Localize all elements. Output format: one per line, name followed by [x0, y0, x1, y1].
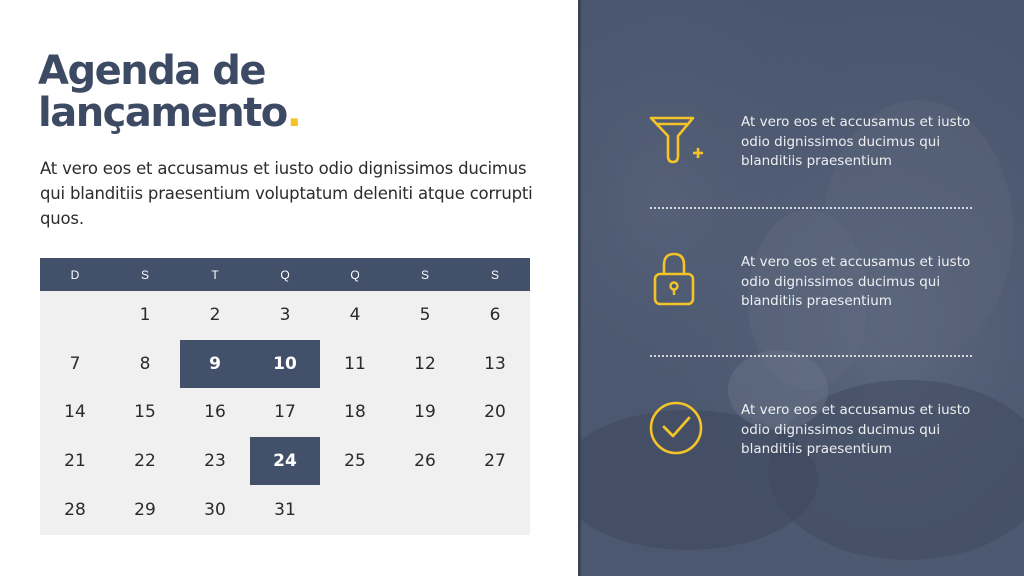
calendar-day[interactable]: 2 [209, 305, 221, 326]
calendar-day[interactable]: 1 [139, 305, 151, 326]
calendar-weekday: S [140, 267, 149, 282]
calendar-weekday: S [490, 267, 499, 282]
calendar-weekday-header [40, 258, 530, 291]
calendar-day[interactable]: 5 [419, 305, 431, 326]
calendar-day[interactable]: 15 [134, 402, 156, 423]
padlock-icon [649, 250, 705, 306]
calendar-day[interactable]: 27 [484, 451, 506, 472]
calendar-weekday: Q [280, 267, 290, 282]
calendar-day[interactable]: 16 [204, 402, 226, 423]
calendar-day[interactable]: 29 [134, 499, 156, 520]
page-subtitle: At vero eos et accusamus et iusto odio dignissimos ducimus qui blanditiis praesentium voluptatum deleniti atque corrupti quos. [40, 159, 533, 228]
calendar-day[interactable]: 21 [64, 451, 86, 472]
calendar-day-empty [460, 485, 530, 534]
calendar-day[interactable]: 6 [489, 305, 501, 326]
calendar-day[interactable]: 31 [274, 499, 296, 520]
calendar-day[interactable]: 25 [344, 451, 366, 472]
calendar-weekday: D [70, 267, 80, 282]
calendar-day[interactable]: 20 [484, 402, 506, 423]
calendar-weekday: T [211, 267, 219, 282]
calendar [40, 258, 530, 535]
title-line-1: Agenda de [38, 48, 266, 94]
panel-divider [578, 0, 581, 576]
calendar-day[interactable]: 17 [274, 402, 296, 423]
calendar-day[interactable]: 19 [414, 402, 436, 423]
calendar-day-empty [390, 485, 460, 534]
calendar-weekday: S [420, 267, 429, 282]
funnel-plus-icon [647, 112, 703, 168]
calendar-day[interactable]: 3 [279, 305, 291, 326]
calendar-day[interactable]: 8 [139, 353, 151, 374]
calendar-day[interactable]: 14 [64, 402, 86, 423]
calendar-day[interactable]: 4 [349, 305, 361, 326]
feature-text-2: At vero eos et accusamus et iusto odio dignissimos ducimus qui blanditiis praesentium [741, 254, 971, 309]
feature-separator-2 [650, 355, 972, 357]
feature-text-1: At vero eos et accusamus et iusto odio dignissimos ducimus qui blanditiis praesentium [741, 114, 971, 169]
calendar-day-empty [40, 291, 110, 340]
calendar-day[interactable]: 30 [204, 499, 226, 520]
page-title [38, 50, 558, 134]
calendar-day[interactable]: 13 [484, 353, 506, 374]
calendar-day[interactable]: 22 [134, 451, 156, 472]
calendar-weekday: Q [350, 267, 360, 282]
calendar-day-highlighted[interactable]: 10 [250, 340, 320, 389]
calendar-day-highlighted[interactable]: 9 [180, 340, 250, 389]
calendar-day-highlighted[interactable]: 24 [250, 437, 320, 486]
calendar-day[interactable]: 23 [204, 451, 226, 472]
title-accent-dot: . [286, 90, 301, 136]
feature-separator-1 [650, 207, 972, 209]
calendar-day-empty [320, 485, 390, 534]
calendar-day[interactable]: 26 [414, 451, 436, 472]
calendar-day[interactable]: 12 [414, 353, 436, 374]
calendar-day[interactable]: 11 [344, 353, 366, 374]
feature-text-3: At vero eos et accusamus et iusto odio dignissimos ducimus qui blanditiis praesentium [741, 402, 971, 457]
calendar-day[interactable]: 28 [64, 499, 86, 520]
calendar-day[interactable]: 18 [344, 402, 366, 423]
title-line-2: lançamento [38, 90, 287, 136]
check-circle-icon [648, 400, 704, 456]
calendar-day[interactable]: 7 [69, 353, 81, 374]
calendar-day-grid [40, 291, 530, 534]
